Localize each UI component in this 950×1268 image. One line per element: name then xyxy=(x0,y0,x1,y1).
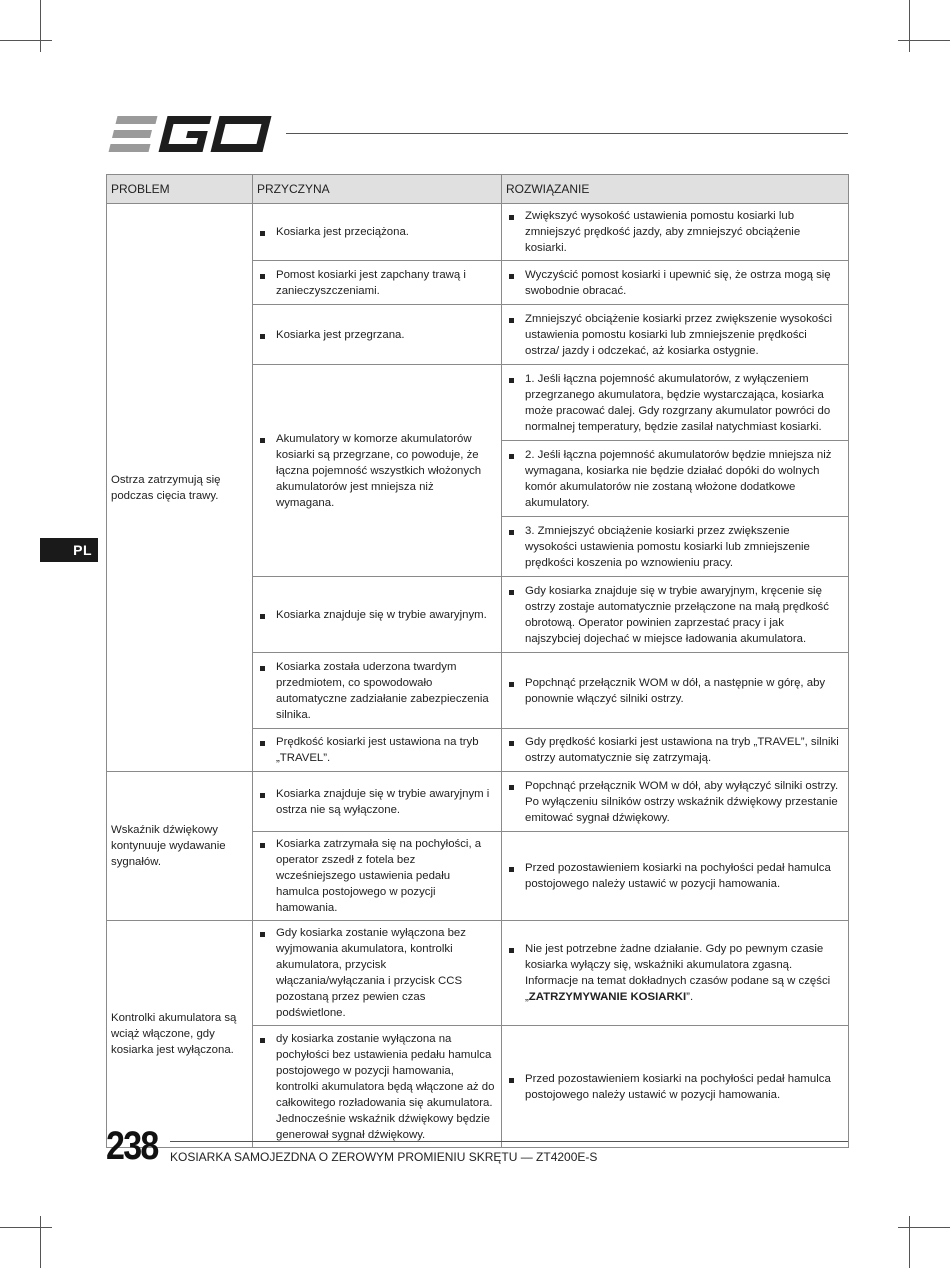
solution-text: 2. Jeśli łączna pojemność akumulatorów będzie mniejsza niż wymagana, kosiarka nie będzie działać dopóki do wolnych komór akumulatorów nie zostaną włożone dodatkowe akumulatory. xyxy=(502,443,848,515)
cause-text: Kosiarka została uderzona twardym przedmiotem, co spowodowało automatyczne zadziałanie zabezpieczenia silnika. xyxy=(253,655,501,727)
solution-cell xyxy=(502,832,849,921)
cause-cell xyxy=(253,1026,502,1148)
cause-cell xyxy=(253,261,502,305)
solution-cell xyxy=(502,772,849,832)
cause-cell xyxy=(253,772,502,832)
problem-text: Ostrza zatrzymują się podczas cięcia trawy. xyxy=(111,473,221,502)
footer-title: KOSIARKA SAMOJEZDNA O ZEROWYM PROMIENIU SKRĘTU — ZT4200E-S xyxy=(170,1150,598,1164)
solution-text: Nie jest potrzebne żadne działanie. Gdy po pewnym czasie kosiarka wyłączy się, wskaźniki akumulatora zgasną. Informacje na temat dokładnych czasów podane są w części „ZATRZYMYWANIE KOSIARKI”. xyxy=(502,937,848,1009)
solution-text: Wyczyścić pomost kosiarki i upewnić się, że ostrza mogą się swobodnie obracać. xyxy=(502,263,848,303)
cause-cell xyxy=(253,577,502,653)
page-number: 238 xyxy=(106,1124,158,1168)
crop-mark xyxy=(0,40,52,41)
header-solution: ROZWIĄZANIE xyxy=(502,175,849,204)
crop-mark xyxy=(909,0,910,52)
troubleshooting-table xyxy=(106,174,849,1148)
table-row xyxy=(107,921,849,1026)
cause-text: Akumulatory w komorze akumulatorów kosiarki są przegrzane, co powoduje, że łączna pojemność wszystkich włożonych akumulatorów jest mniejsza niż wymagana. xyxy=(253,427,501,515)
header-problem: PROBLEM xyxy=(107,175,253,204)
cause-text: dy kosiarka zostanie wyłączona na pochyłości bez ustawienia pedału hamulca postojowego w pozycji hamowania, kontrolki akumulatora będą włączone aż do całkowitego rozładowania się akumulatora. Jednocześnie wskaźnik dźwiękowy będzie generował sygnał dźwiękowy. xyxy=(253,1027,501,1147)
solution-cell xyxy=(502,305,849,365)
cause-cell xyxy=(253,305,502,365)
language-tab: PL xyxy=(40,538,98,562)
solution-text: Popchnąć przełącznik WOM w dół, aby wyłączyć silniki ostrzy. Po wyłączeniu silników ostrzy wskaźnik dźwiękowy przestanie emitować sygnał dźwiękowy. xyxy=(502,774,848,830)
crop-mark xyxy=(40,1216,41,1268)
solution-text: Popchnąć przełącznik WOM w dół, a następnie w górę, aby ponownie włączyć silniki ostrzy. xyxy=(502,671,848,711)
crop-mark xyxy=(898,1227,950,1228)
table-row xyxy=(107,204,849,261)
solution-cell xyxy=(502,1026,849,1148)
solution-cell xyxy=(502,921,849,1026)
cause-text: Kosiarka znajduje się w trybie awaryjnym i ostrza nie są wyłączone. xyxy=(253,782,501,822)
table-row xyxy=(107,772,849,832)
solution-cell xyxy=(502,365,849,441)
problem-cell xyxy=(107,921,253,1148)
section-reference: ZATRZYMYWANIE KOSIARKI xyxy=(528,991,687,1003)
solution-text: Przed pozostawieniem kosiarki na pochyłości pedał hamulca postojowego należy ustawić w pozycji hamowania. xyxy=(502,856,848,896)
cause-text: Prędkość kosiarki jest ustawiona na tryb „TRAVEL”. xyxy=(253,730,501,770)
problem-cell xyxy=(107,204,253,772)
cause-text: Kosiarka jest przegrzana. xyxy=(253,323,501,347)
problem-text: Kontrolki akumulatora są wciąż włączone, gdy kosiarka jest wyłączona. xyxy=(111,1012,237,1056)
crop-mark xyxy=(0,1227,52,1228)
cause-text: Kosiarka jest przeciążona. xyxy=(253,220,501,244)
cause-cell xyxy=(253,653,502,729)
solution-text: Zmniejszyć obciążenie kosiarki przez zwiększenie wysokości ustawienia pomostu kosiarki lub zmniejszenie prędkości ostrza/ jazdy i odczekać, aż kosiarka ostygnie. xyxy=(502,307,848,363)
solution-cell xyxy=(502,261,849,305)
crop-mark xyxy=(898,40,950,41)
crop-mark xyxy=(40,0,41,52)
solution-cell xyxy=(502,653,849,729)
ego-logo xyxy=(106,114,276,154)
problem-text: Wskaźnik dźwiękowy kontynuuje wydawanie sygnałów. xyxy=(111,824,226,868)
table-header-row xyxy=(107,175,849,204)
solution-cell xyxy=(502,729,849,772)
cause-text: Kosiarka znajduje się w trybie awaryjnym. xyxy=(253,603,501,627)
solution-cell xyxy=(502,204,849,261)
solution-text: 1. Jeśli łączna pojemność akumulatorów, z wyłączeniem przegrzanego akumulatora, będzie wystarczająca, kosiarka może pracować dalej. Gdy rozgrzany akumulator powróci do normalnej temperatury, będzie zasilał natychmiast kosiarki. xyxy=(502,367,848,439)
solution-cell xyxy=(502,517,849,577)
cause-cell xyxy=(253,365,502,577)
solution-text: Gdy prędkość kosiarki jest ustawiona na tryb „TRAVEL”, silniki ostrzy automatycznie się zatrzymają. xyxy=(502,730,848,770)
header-cause: PRZYCZYNA xyxy=(253,175,502,204)
problem-cell xyxy=(107,772,253,921)
cause-text: Gdy kosiarka zostanie wyłączona bez wyjmowania akumulatora, kontrolki akumulatora, przycisk włączania/wyłączania i przycisk CCS pozostaną przez pewien czas podświetlone. xyxy=(253,921,501,1025)
cause-cell xyxy=(253,204,502,261)
cause-text: Pomost kosiarki jest zapchany trawą i zanieczyszczeniami. xyxy=(253,263,501,303)
header-rule xyxy=(286,133,848,134)
solution-text: 3. Zmniejszyć obciążenie kosiarki przez zwiększenie wysokości ustawienia pomostu kosiarki lub zmniejszenie prędkości koszenia po wznowieniu pracy. xyxy=(502,519,848,575)
crop-mark xyxy=(909,1216,910,1268)
cause-cell xyxy=(253,729,502,772)
solution-text: Przed pozostawieniem kosiarki na pochyłości pedał hamulca postojowego należy ustawić w pozycji hamowania. xyxy=(502,1067,848,1107)
solution-cell xyxy=(502,577,849,653)
cause-cell xyxy=(253,921,502,1026)
solution-cell xyxy=(502,441,849,517)
solution-text: Zwiększyć wysokość ustawienia pomostu kosiarki lub zmniejszyć prędkość jazdy, aby zmniejszyć obciążenie kosiarki. xyxy=(502,204,848,260)
solution-text: Gdy kosiarka znajduje się w trybie awaryjnym, kręcenie się ostrzy zostaje automatycznie przełączone na małą prędkość obrotową. Operator powinien zaprzestać pracy i jak najszybciej dojechać w miejsce ładowania akumulatora. xyxy=(502,579,848,651)
footer-rule xyxy=(170,1141,848,1142)
cause-text: Kosiarka zatrzymała się na pochyłości, a operator zszedł z fotela bez wcześniejszego ustawienia pedału hamulca postojowego w pozycji hamowania. xyxy=(253,832,501,920)
cause-cell xyxy=(253,832,502,921)
